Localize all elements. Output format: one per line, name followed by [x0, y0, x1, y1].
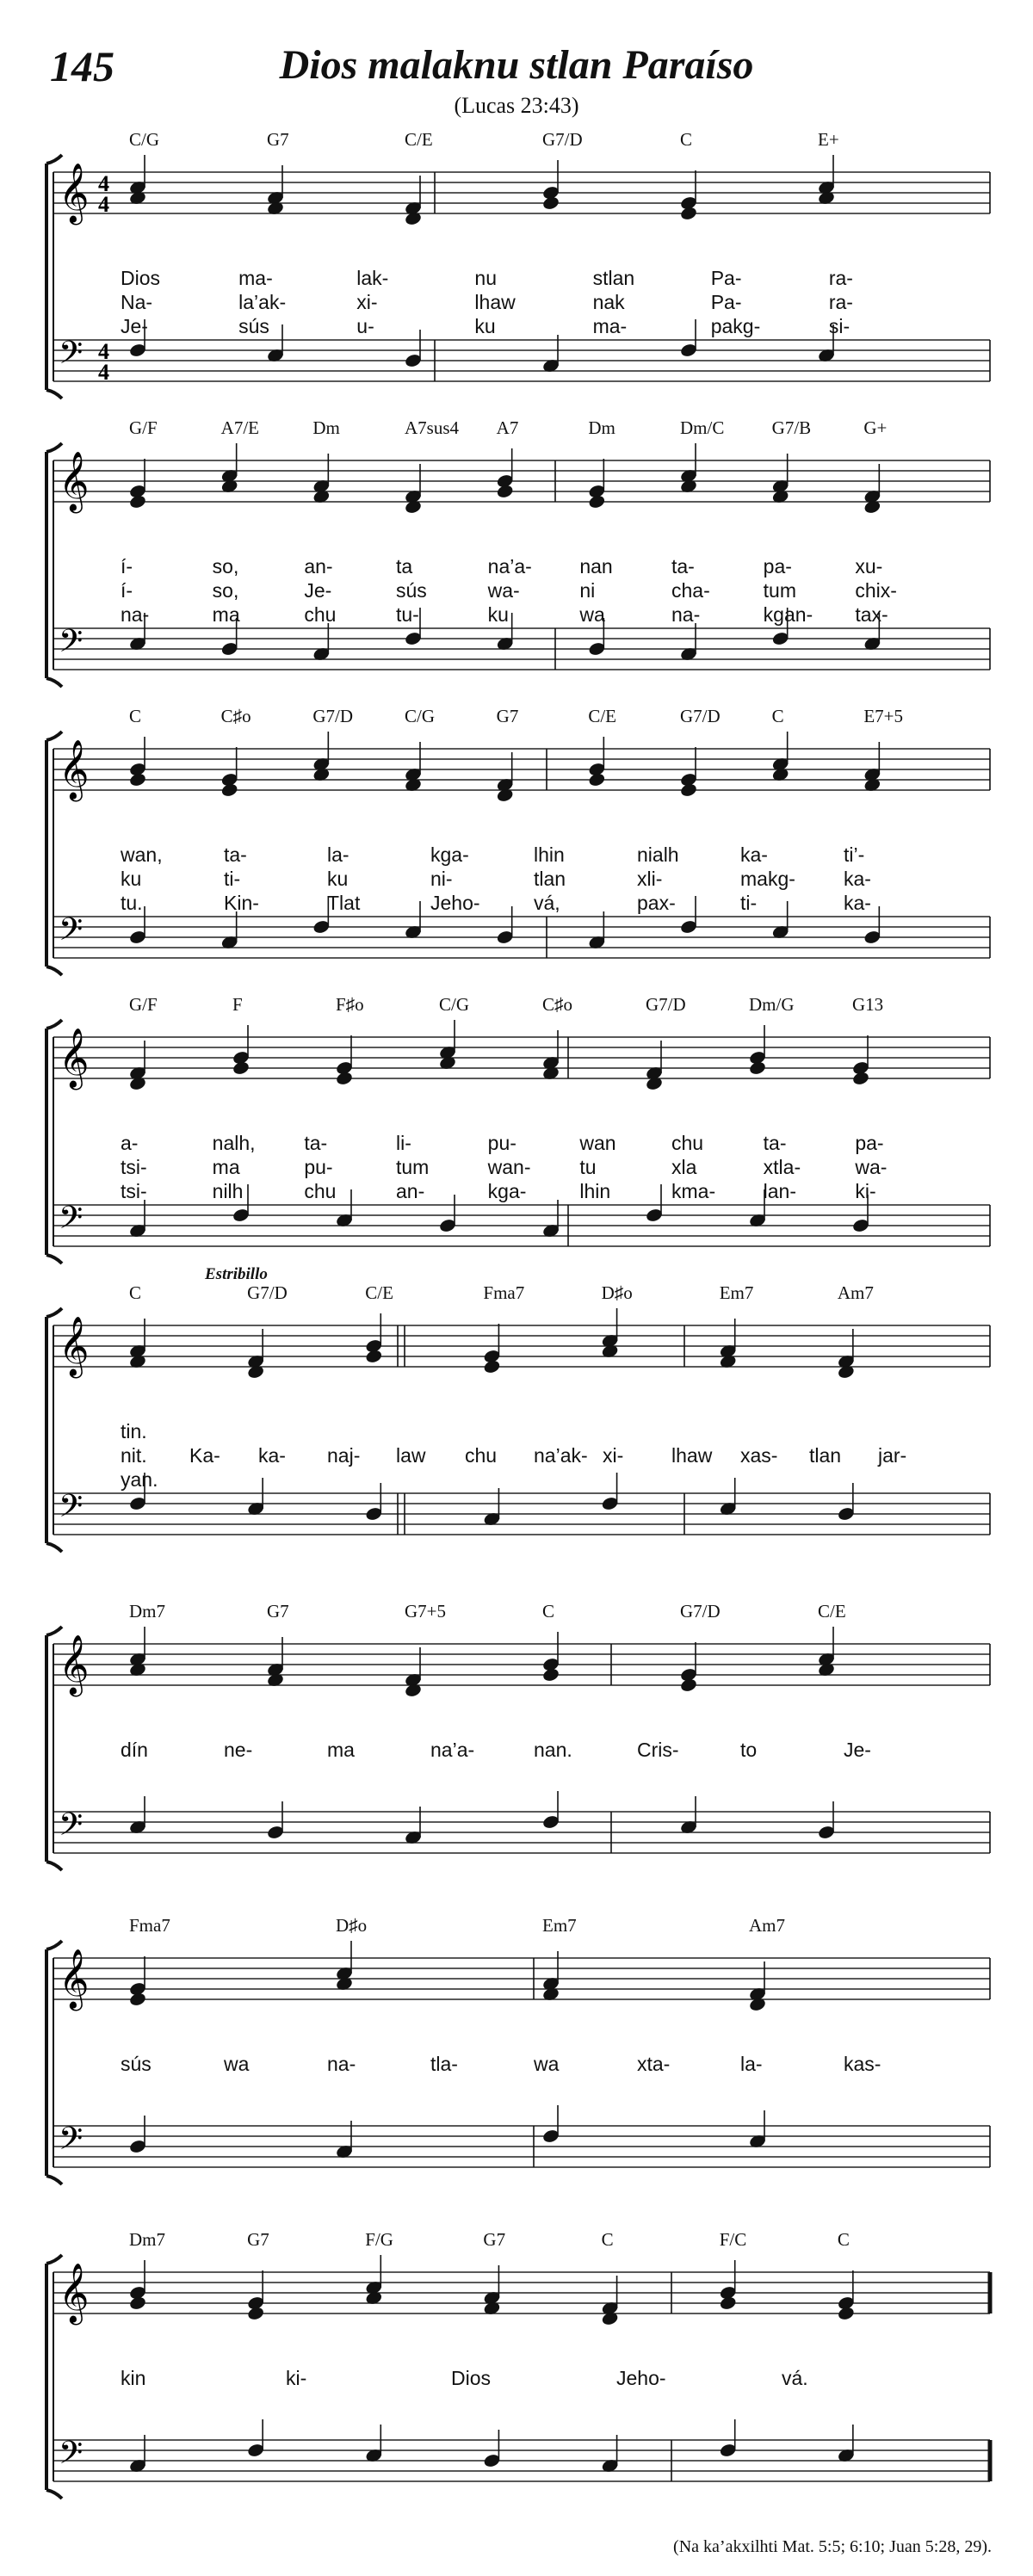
- lyric-syllable: ki-: [286, 2367, 307, 2389]
- lyric-syllable: wa-: [487, 579, 520, 602]
- lyric-syllable: ra-: [828, 291, 853, 313]
- lyric-syllable: tu.: [121, 892, 143, 914]
- chord-symbol: A7sus4: [405, 417, 460, 438]
- lyric-syllable: stlan: [592, 267, 635, 289]
- system-5: [0, 1265, 1033, 1566]
- lyric-syllable: wa: [579, 603, 605, 626]
- lyric-syllable: wa: [534, 2053, 560, 2075]
- lyric-syllable: nialh: [637, 843, 679, 866]
- chord-symbol: Dm/C: [680, 417, 725, 438]
- chord-symbol: G7: [496, 706, 519, 726]
- chord-symbol: C/E: [588, 706, 616, 726]
- lyric-syllable: Jeho-: [616, 2367, 666, 2389]
- lyric-syllable: ti-: [224, 868, 241, 890]
- chord-symbol: Em7: [542, 1915, 577, 1936]
- lyric-syllable: Pa-: [710, 267, 742, 289]
- lyric-syllable: na-: [121, 603, 150, 626]
- lyric-syllable: nu: [474, 267, 498, 289]
- lyric-syllable: Je-: [844, 1739, 871, 1761]
- chord-symbol: G7/D: [646, 994, 686, 1015]
- lyric-syllable: ma-: [238, 267, 273, 289]
- lyric-syllable: na’a-: [430, 1739, 475, 1761]
- treble-clef-icon: 𝄞: [59, 2263, 90, 2323]
- lyric-syllable: la’ak-: [238, 291, 287, 313]
- lyric-syllable: nit.: [121, 1444, 147, 1467]
- system-4: [0, 985, 1033, 1278]
- bass-clef-icon: 𝄢: [59, 2121, 84, 2165]
- lyric-syllable: a-: [121, 1132, 139, 1154]
- bass-clef-icon: 𝄢: [59, 2435, 84, 2479]
- chord-symbol: G/F: [129, 994, 158, 1015]
- section-label: Estribillo: [205, 1265, 268, 1283]
- system-2: [0, 409, 1033, 701]
- treble-notehead: [335, 1071, 353, 1086]
- lyric-syllable: ma: [327, 1739, 355, 1761]
- treble-notehead: [232, 1060, 250, 1076]
- lyric-syllable: Je-: [304, 579, 332, 602]
- treble-clef-icon: 𝄞: [59, 1634, 90, 1695]
- chord-symbol: D♯o: [601, 1282, 633, 1303]
- lyric-syllable: ka-: [258, 1444, 286, 1467]
- lyric-syllable: tum: [396, 1156, 430, 1178]
- lyric-syllable: í-: [121, 579, 133, 602]
- treble-notehead: [496, 484, 514, 499]
- chord-symbol: Fma7: [129, 1915, 170, 1936]
- lyric-syllable: xli-: [637, 868, 663, 890]
- lyric-syllable: nan: [579, 555, 613, 578]
- hymn-number: 145: [50, 42, 114, 90]
- lyric-syllable: ka-: [844, 868, 871, 890]
- chord-symbol: G7: [483, 2229, 506, 2250]
- lyric-syllable: tu-: [396, 603, 419, 626]
- lyric-syllable: ma: [212, 1156, 240, 1178]
- chord-symbol: C/E: [818, 1601, 846, 1622]
- lyric-syllable: pa-: [763, 555, 792, 578]
- scripture-reference: (Lucas 23:43): [454, 93, 579, 118]
- lyric-syllable: na-: [327, 2053, 356, 2075]
- chord-symbol: Dm: [588, 417, 615, 438]
- chord-symbol: C: [771, 706, 784, 726]
- chord-symbol: G7: [267, 129, 289, 150]
- lyric-syllable: xta-: [637, 2053, 671, 2075]
- lyric-syllable: Na-: [121, 291, 153, 313]
- lyric-syllable: ra-: [828, 267, 853, 289]
- chord-symbol: A7/E: [220, 417, 259, 438]
- lyric-syllable: si-: [828, 315, 851, 337]
- chord-symbol: D♯o: [336, 1915, 368, 1936]
- lyric-syllable: la-: [740, 2053, 763, 2075]
- chord-symbol: Dm7: [129, 2229, 165, 2250]
- treble-clef-icon: 𝄞: [59, 1316, 90, 1376]
- treble-notehead: [128, 494, 146, 510]
- chord-symbol: G7/D: [312, 706, 353, 726]
- lyric-syllable: tla-: [430, 2053, 458, 2075]
- system-8: [0, 2221, 1033, 2513]
- treble-notehead: [128, 772, 146, 788]
- lyric-syllable: xi-: [603, 1444, 624, 1467]
- lyric-syllable: kin: [121, 2367, 146, 2389]
- lyric-syllable: ku: [487, 603, 509, 626]
- chord-symbol: G7/B: [771, 417, 812, 438]
- lyric-syllable: chu: [304, 1180, 337, 1202]
- lyric-syllable: na-: [671, 603, 701, 626]
- lyric-syllable: wa-: [855, 1156, 888, 1178]
- lyric-syllable: naj-: [327, 1444, 361, 1467]
- treble-notehead: [719, 2295, 737, 2311]
- lyric-syllable: pax-: [637, 892, 676, 914]
- lyric-syllable: an-: [304, 555, 333, 578]
- lyric-syllable: kga-: [430, 843, 469, 866]
- lyric-syllable: xu-: [855, 555, 883, 578]
- chord-symbol: Dm7: [129, 1601, 165, 1622]
- chord-symbol: C/G: [439, 994, 470, 1015]
- chord-symbol: C/G: [405, 706, 436, 726]
- lyric-syllable: tlan: [534, 868, 566, 890]
- time-signature: 4: [98, 171, 109, 196]
- lyric-syllable: lhaw: [671, 1444, 713, 1467]
- chord-symbol: C♯o: [220, 706, 251, 726]
- chord-symbol: Am7: [749, 1915, 785, 1936]
- lyric-syllable: ti-: [740, 892, 758, 914]
- lyric-syllable: wan-: [487, 1156, 531, 1178]
- chord-symbol: C: [680, 129, 693, 150]
- system-3: [0, 697, 1033, 990]
- lyric-syllable: kma-: [671, 1180, 716, 1202]
- lyric-syllable: kga-: [487, 1180, 527, 1202]
- lyric-syllable: tlan: [809, 1444, 842, 1467]
- treble-clef-icon: 𝄞: [59, 739, 90, 800]
- staff-svg: [0, 1592, 1033, 1885]
- lyric-syllable: sús: [396, 579, 427, 602]
- lyric-syllable: ni: [579, 579, 596, 602]
- chord-symbol: Dm: [312, 417, 340, 438]
- lyric-syllable: ki-: [855, 1180, 876, 1202]
- lyric-syllable: tsi-: [121, 1180, 147, 1202]
- lyric-syllable: so,: [212, 579, 239, 602]
- lyric-syllable: lhin: [534, 843, 565, 866]
- lyric-syllable: nak: [592, 291, 625, 313]
- lyric-syllable: chu: [465, 1444, 498, 1467]
- lyric-syllable: ta-: [224, 843, 247, 866]
- chord-symbol: F♯o: [336, 994, 364, 1015]
- chord-symbol: C: [129, 706, 142, 726]
- lyric-syllable: ni-: [430, 868, 453, 890]
- lyric-syllable: na’a-: [487, 555, 532, 578]
- chord-symbol: C: [601, 2229, 614, 2250]
- lyric-syllable: lan-: [763, 1180, 797, 1202]
- treble-notehead: [748, 1060, 766, 1076]
- chord-symbol: Em7: [719, 1282, 754, 1303]
- lyric-syllable: í-: [121, 555, 133, 578]
- lyric-syllable: Pa-: [710, 291, 742, 313]
- lyric-syllable: an-: [396, 1180, 425, 1202]
- lyric-syllable: wan,: [121, 843, 163, 866]
- chord-symbol: G7+5: [405, 1601, 447, 1622]
- lyric-syllable: jar-: [878, 1444, 907, 1467]
- chord-symbol: G+: [863, 417, 888, 438]
- chord-symbol: G7/D: [680, 706, 721, 726]
- lyric-syllable: tax-: [855, 603, 888, 626]
- lyric-syllable: xi-: [356, 291, 378, 313]
- lyric-syllable: ta: [396, 555, 413, 578]
- lyric-syllable: na’ak-: [534, 1444, 588, 1467]
- hymn-title: Dios malaknu stlan Paraíso: [279, 42, 754, 88]
- lyric-syllable: lhaw: [474, 291, 516, 313]
- lyric-syllable: tin.: [121, 1420, 147, 1442]
- chord-symbol: E+: [818, 129, 839, 150]
- bass-clef-icon: 𝄢: [59, 1200, 84, 1244]
- chord-symbol: E7+5: [863, 706, 903, 726]
- lyric-syllable: nan.: [534, 1739, 572, 1761]
- treble-notehead: [588, 494, 606, 510]
- system-7: [0, 1906, 1033, 2199]
- lyric-syllable: pu-: [304, 1156, 333, 1178]
- treble-notehead: [128, 1992, 146, 2007]
- lyric-syllable: vá,: [534, 892, 560, 914]
- lyric-syllable: u-: [356, 315, 374, 337]
- lyric-syllable: ku: [327, 868, 349, 890]
- lyric-syllable: Je-: [121, 315, 148, 337]
- bass-clef-icon: 𝄢: [59, 623, 84, 667]
- treble-notehead: [246, 2306, 264, 2321]
- treble-notehead: [365, 1349, 383, 1364]
- system-1: [0, 120, 1033, 413]
- lyric-syllable: Dios: [121, 267, 161, 289]
- lyric-syllable: pakg-: [710, 315, 761, 337]
- chord-symbol: C: [837, 2229, 850, 2250]
- treble-notehead: [588, 772, 606, 788]
- lyric-syllable: xla: [671, 1156, 697, 1178]
- lyric-syllable: Kin-: [224, 892, 259, 914]
- chord-symbol: Am7: [837, 1282, 874, 1303]
- lyric-syllable: makg-: [740, 868, 795, 890]
- lyric-syllable: Jeho-: [430, 892, 480, 914]
- lyric-syllable: lak-: [356, 267, 389, 289]
- treble-clef-icon: 𝄞: [59, 451, 90, 511]
- lyric-syllable: to: [740, 1739, 758, 1761]
- staff-svg: [0, 2221, 1033, 2513]
- chord-symbol: A7: [496, 417, 519, 438]
- treble-notehead: [541, 1667, 560, 1683]
- time-signature: 4: [98, 339, 109, 364]
- lyric-syllable: ka-: [844, 892, 871, 914]
- lyric-syllable: xas-: [740, 1444, 778, 1467]
- lyric-syllable: so,: [212, 555, 239, 578]
- treble-notehead: [679, 1677, 697, 1693]
- lyric-syllable: vá.: [782, 2367, 808, 2389]
- lyric-syllable: Ka-: [189, 1444, 220, 1467]
- chord-symbol: G7/D: [542, 129, 583, 150]
- chord-symbol: G7/D: [680, 1601, 721, 1622]
- lyric-syllable: chu: [304, 603, 337, 626]
- chord-symbol: G7: [267, 1601, 289, 1622]
- lyric-syllable: kgan-: [763, 603, 813, 626]
- chord-symbol: C/E: [405, 129, 433, 150]
- lyric-syllable: chix-: [855, 579, 897, 602]
- lyric-syllable: la-: [327, 843, 349, 866]
- treble-notehead: [541, 195, 560, 211]
- chord-symbol: C/G: [129, 129, 160, 150]
- system-6: [0, 1592, 1033, 1885]
- lyric-syllable: ta-: [763, 1132, 787, 1154]
- time-signature: 4: [98, 192, 109, 217]
- lyric-syllable: sús: [238, 315, 269, 337]
- lyric-syllable: li-: [396, 1132, 411, 1154]
- chord-symbol: G7/D: [247, 1282, 288, 1303]
- lyric-syllable: wan: [579, 1132, 616, 1154]
- lyric-syllable: tum: [763, 579, 796, 602]
- lyric-syllable: Dios: [451, 2367, 492, 2389]
- lyric-syllable: ma-: [592, 315, 628, 337]
- lyric-syllable: law: [396, 1444, 426, 1467]
- chord-symbol: Fma7: [483, 1282, 525, 1303]
- lyric-syllable: Cris-: [637, 1739, 679, 1761]
- lyric-syllable: kas-: [844, 2053, 881, 2075]
- chord-symbol: C: [129, 1282, 142, 1303]
- treble-notehead: [483, 1359, 501, 1374]
- chord-symbol: F/G: [365, 2229, 393, 2250]
- chord-symbol: C/E: [365, 1282, 393, 1303]
- lyric-syllable: xtla-: [763, 1156, 801, 1178]
- chord-symbol: F: [232, 994, 243, 1015]
- lyric-syllable: tu: [579, 1156, 597, 1178]
- lyric-syllable: nilh: [212, 1180, 244, 1202]
- lyric-syllable: Tlat: [327, 892, 361, 914]
- bass-clef-icon: 𝄢: [59, 911, 84, 955]
- treble-clef-icon: 𝄞: [59, 163, 90, 223]
- bass-clef-icon: 𝄢: [59, 1807, 84, 1850]
- treble-notehead: [128, 2295, 146, 2311]
- treble-notehead: [220, 782, 238, 798]
- treble-notehead: [679, 206, 697, 221]
- lyric-syllable: ka-: [740, 843, 768, 866]
- lyric-syllable: dín: [121, 1739, 148, 1761]
- bass-clef-icon: 𝄢: [59, 1488, 84, 1532]
- chord-symbol: G7: [247, 2229, 269, 2250]
- lyric-syllable: ti’-: [844, 843, 865, 866]
- lyric-syllable: nalh,: [212, 1132, 256, 1154]
- staff-svg: [0, 1274, 1033, 1566]
- treble-notehead: [679, 782, 697, 798]
- chord-symbol: C: [542, 1601, 555, 1622]
- lyric-syllable: tsi-: [121, 1156, 147, 1178]
- treble-notehead: [837, 2306, 855, 2321]
- chord-symbol: F/C: [719, 2229, 747, 2250]
- lyric-syllable: yan.: [121, 1468, 158, 1491]
- bass-clef-icon: 𝄢: [59, 335, 84, 379]
- time-signature: 4: [98, 360, 109, 385]
- lyric-syllable: ne-: [224, 1739, 253, 1761]
- footnote: (Na ka’akxilhti Mat. 5:5; 6:10; Juan 5:28, 29).: [673, 2537, 992, 2556]
- treble-clef-icon: 𝄞: [59, 1028, 90, 1088]
- lyric-syllable: pa-: [855, 1132, 884, 1154]
- lyric-syllable: ku: [474, 315, 496, 337]
- lyric-syllable: ku: [121, 868, 142, 890]
- lyric-syllable: ta-: [671, 555, 695, 578]
- chord-symbol: G13: [852, 994, 884, 1015]
- treble-notehead: [851, 1071, 869, 1086]
- treble-clef-icon: 𝄞: [59, 1949, 90, 2009]
- lyric-syllable: ma: [212, 603, 240, 626]
- lyric-syllable: pu-: [487, 1132, 516, 1154]
- lyric-syllable: wa: [224, 2053, 250, 2075]
- lyric-syllable: ta-: [304, 1132, 328, 1154]
- chord-symbol: Dm/G: [749, 994, 795, 1015]
- lyric-syllable: lhin: [579, 1180, 611, 1202]
- lyric-syllable: chu: [671, 1132, 704, 1154]
- lyric-syllable: cha-: [671, 579, 710, 602]
- lyric-syllable: sús: [121, 2053, 152, 2075]
- chord-symbol: G/F: [129, 417, 158, 438]
- chord-symbol: C♯o: [542, 994, 573, 1015]
